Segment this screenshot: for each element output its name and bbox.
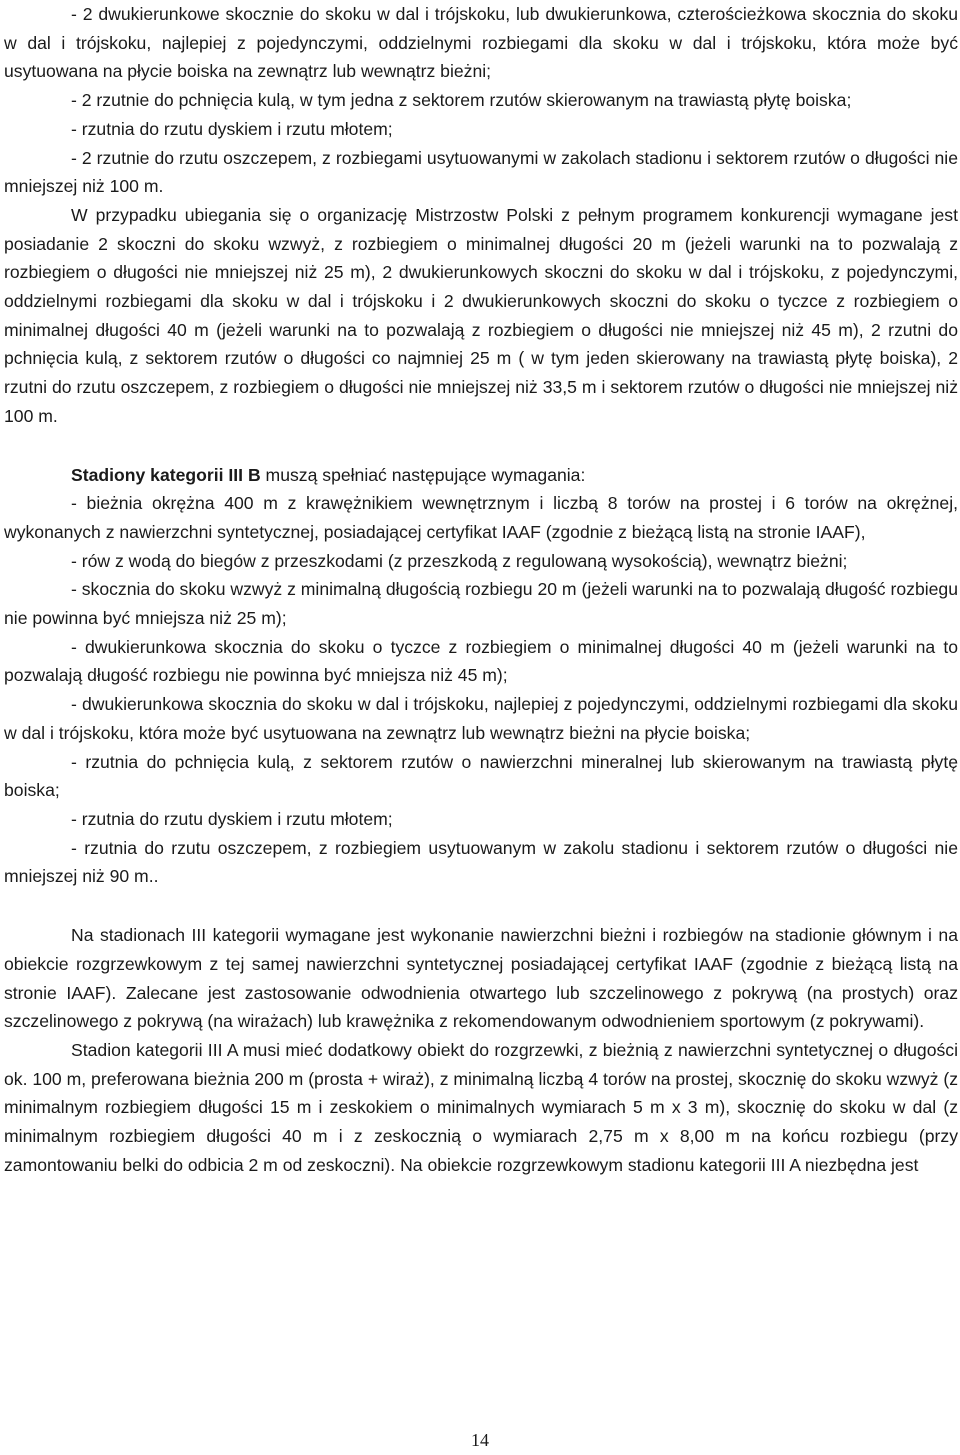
list-item-high-jump: - skocznia do skoku wzwyż z minimalną długością rozbiegu 20 m (jeżeli warunki na to pozwalają długość rozbiegu nie powinna być mniejsza niż 25 m); [4,579,958,629]
paragraph-discus-hammer: - rzutnia do rzutu dyskiem i rzutu młotem; [71,118,393,139]
list-item-water-jump: - rów z wodą do biegów z przeszkodami (z przeszkodą z regulowaną wysokością), wewnątrz bieżni; [71,550,848,571]
category-heading-rest: muszą spełniać następujące wymagania: [260,464,586,485]
paragraph-long-jump: - 2 dwukierunkowe skocznie do skoku w dal i trójskoku, lub dwukierunkowa, czterościeżkowa skocznia do skoku w dal i trójskoku, najlepiej z pojedynczymi, oddzielnymi rozbiegami dla skoku w dal i trójskoku, która może być usytuowana na płycie boiska na zewnątrz lub wewnątrz bieżni; [4,4,958,82]
paragraph-shot-put: - 2 rzutnie do pchnięcia kulą, w tym jedna z sektorem rzutów skierowanym na trawiastą płytę boiska; [71,90,852,111]
page-number: 14 [471,1430,489,1450]
document-page [4,0,958,1179]
list-item-long-jump: - dwukierunkowa skocznia do skoku w dal i trójskoku, najlepiej z pojedynczymi, oddzielnymi rozbiegami dla skoku w dal i trójskoku, która może być usytuowana na zewnątrz lub wewnątrz bieżni na płycie boiska; [4,694,958,743]
list-item-track: - bieżnia okrężna 400 m z krawężnikiem wewnętrznym i liczbą 8 torów na prostej i 6 torów na okrężnej, wykonanych z nawierzchni syntetycznej, posiadającej certyfikat IAAF (zgodnie z bieżącą listą na stronie IAAF), [4,493,958,542]
spacer [4,431,958,461]
paragraph-javelin: - 2 rzutnie do rzutu oszczepem, z rozbiegami usytuowanymi w zakolach stadionu i sektorem rzutów o długości nie mniejszej niż 100 m. [4,147,958,197]
paragraph-surface: Na stadionach III kategorii wymagane jest wykonanie nawierzchni bieżni i rozbiegów na stadionie głównym i na obiekcie rozgrzewkowym z tej samej nawierzchni syntetycznej posiadającej certyfikat IAAF (zgodnie z bieżącą listą na stronie IAAF). Zalecane jest zastosowanie odwodnienia otwartego lub szczelinowego z pokrywą (na prostych) oraz szczelinowego z pokrywą (na wirażach) lub krawężnika z rekomendowanym odwodnieniem sportowym (z pokrywami). [4,925,958,1032]
list-item-discus-hammer: - rzutnia do rzutu dyskiem i rzutu młotem; [71,808,393,829]
list-item-pole-vault: - dwukierunkowa skocznia do skoku o tyczce z rozbiegiem o minimalnej długości 40 m (jeżeli warunki na to pozwalają długość rozbiegu nie powinna być mniejsza niż 45 m); [4,636,958,686]
spacer [4,891,958,921]
category-heading-bold: Stadiony kategorii III B [71,464,261,485]
list-item-javelin: - rzutnia do rzutu oszczepem, z rozbiegiem usytuowanym w zakolu stadionu i sektorem rzutów o długości nie mniejszej niż 90 m.. [4,837,958,887]
category-heading [4,461,958,490]
list-item-shot-put: - rzutnia do pchnięcia kulą, z sektorem rzutów o nawierzchni mineralnej lub skierowanym na trawiastą płytę boiska; [4,751,958,801]
paragraph-championships: W przypadku ubiegania się o organizację Mistrzostw Polski z pełnym programem konkurencji wymagane jest posiadanie 2 skoczni do skoku wzwyż, z rozbiegiem o minimalnej długości 20 m (jeżeli warunki na to pozwalają z rozbiegiem o długości nie mniejszej niż 25 m), 2 dwukierunkowych skoczni do skoku w dal i trójskoku, z pojedynczymi, oddzielnymi rozbiegami dla skoku w dal i trójskoku i 2 dwukierunkowych skoczni do skoku o tyczce z rozbiegiem o minimalnej długości 40 m (jeżeli warunki na to pozwalają z rozbiegiem o długości nie mniejszej niż 45 m), 2 rzutni do pchnięcia kulą, z sektorem rzutów o długości co najmniej 25 m ( w tym jeden skierowany na trawiastą płytę boiska), 2 rzutni do rzutu oszczepem, z rozbiegiem o długości nie mniejszej niż 33,5 m i sektorem rzutów o długości nie mniejszej niż 100 m. [4,204,958,426]
paragraph-category-3a: Stadion kategorii III A musi mieć dodatkowy obiekt do rozgrzewki, z bieżnią z nawierzchni syntetycznej o długości ok. 100 m, preferowana bieżnia 200 m (prosta + wiraż), z minimalną liczbą 4 torów na prostej, skocznię do skoku wzwyż (z minimalnym rozbiegiem długości 15 m i zeskokiem o minimalnych wymiarach 5 m x 3 m), skocznię do skoku w dal (z minimalnym rozbiegiem długości 40 m i z zeskocznią o wymiarach 2,75 m x 8,00 m na końcu rozbiegu (przy zamontowaniu belki do odbicia 2 m od zeskoczni). Na obiekcie rozgrzewkowym stadionu kategorii III A niezbędna jest [4,1039,958,1175]
